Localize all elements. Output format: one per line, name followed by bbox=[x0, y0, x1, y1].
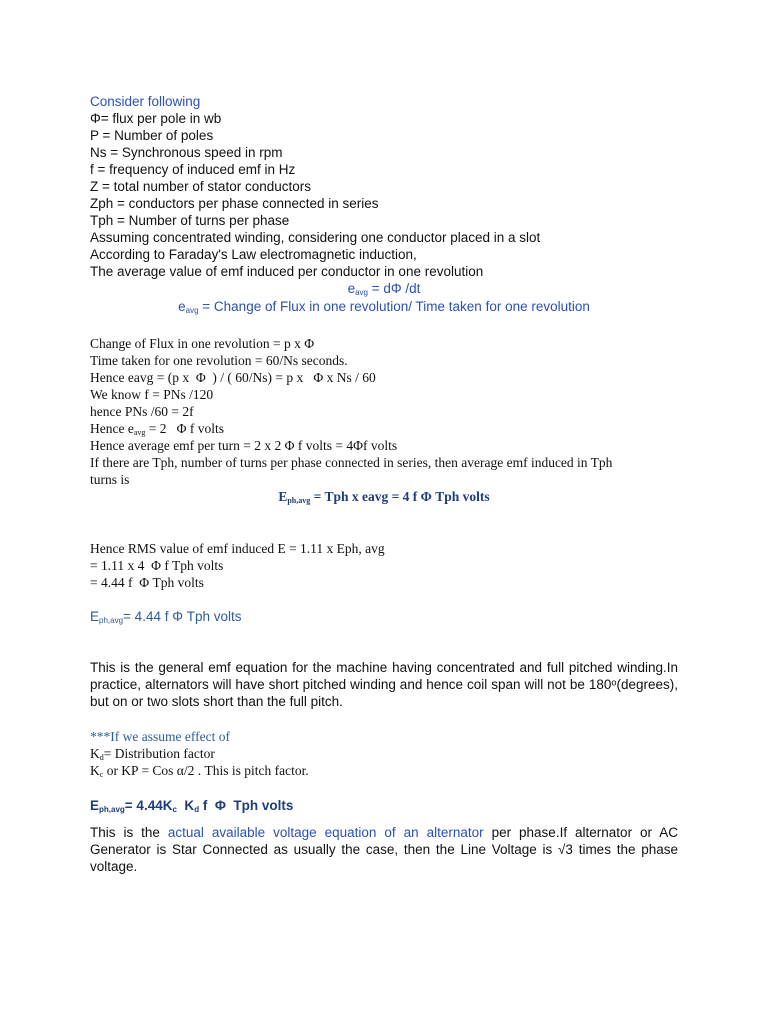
text-line: The average value of emf induced per conductor in one revolution bbox=[90, 264, 484, 279]
text-line: Hence eavg = (p x Φ ) / ( 60/Ns) = p x Φ x Ns / 60 bbox=[90, 370, 376, 385]
highlighted-phrase: actual available voltage equation of an alternator bbox=[167, 825, 484, 840]
text-line: turns is bbox=[90, 472, 130, 487]
text-line: Time taken for one revolution = 60/Ns seconds. bbox=[90, 353, 348, 368]
intro-section bbox=[90, 93, 678, 280]
equation-eavg-derivative: $e_{avg} = d\Phi$ /dt bbox=[347, 281, 421, 297]
text-line: = 1.11 x 4 Φ f Tph volts bbox=[90, 558, 224, 573]
derivation-section bbox=[90, 335, 678, 488]
text-line: If there are Tph, number of turns per phase connected in series, then average emf induced in Tph bbox=[90, 455, 613, 470]
general-emf-paragraph: This is the general emf equation for the machine having concentrated and full pitched winding.In practice, alternators will have short pitched winding and hence coil span will not be 180ᵒ(degrees), but on or two slots short than the full pitch. bbox=[90, 660, 678, 709]
definition-line: f = frequency of induced emf in Hz bbox=[90, 162, 296, 177]
definition-line: Φ= flux per pole in wb bbox=[90, 111, 222, 126]
text-line: Hence $e_{avg} = 2$ Φ f volts bbox=[90, 421, 225, 437]
definition-line: Z = total number of stator conductors bbox=[90, 179, 311, 194]
text-line: Change of Flux in one revolution = p x Φ bbox=[90, 336, 315, 351]
factors-heading: ***If we assume effect of bbox=[90, 729, 230, 744]
rms-section bbox=[90, 540, 678, 591]
text-line: We know f = PNs /120 bbox=[90, 387, 214, 402]
definition-line: Zph = conductors per phase connected in series bbox=[90, 196, 379, 211]
equation-eph-avg: $E_{ph,avg}$ = Tph x eavg = 4 f Φ Tph volts bbox=[278, 489, 490, 505]
definition-line: Ns = Synchronous speed in rpm bbox=[90, 145, 283, 160]
text-line: Hence average emf per turn = 2 x 2 Φ f volts = 4Φf volts bbox=[90, 438, 398, 453]
distribution-factor-line: $K_d=$ Distribution factor bbox=[90, 746, 215, 762]
factors-section bbox=[90, 728, 678, 779]
text-line: = 4.44 f Φ Tph volts bbox=[90, 575, 204, 590]
equation-eph-rms: $E_{ph,avg}= 4.44$ f Φ Tph volts bbox=[90, 609, 242, 625]
text-line: hence PNs /60 = 2f bbox=[90, 404, 194, 419]
definition-line: P = Number of poles bbox=[90, 128, 214, 143]
equation-eavg-definition: $e_{avg}$ = Change of Flux in one revolution/ Time taken for one revolution bbox=[178, 299, 590, 315]
text-line: Hence RMS value of emf induced E = 1.11 x Eph, avg bbox=[90, 541, 385, 556]
pitch-factor-line: $K_c$ or KP = Cos α/2 . This is pitch factor. bbox=[90, 763, 309, 779]
intro-heading: Consider following bbox=[90, 94, 201, 109]
final-paragraph: This is the actual available voltage equation of an alternator per phase.If alternator or AC Generator is Star Connected as usually the case, then the Line Voltage is √3 times the phase voltage. bbox=[90, 825, 678, 874]
equation-actual-voltage: $E_{ph,avg}= 4.44K_c$ $K_d$ f Φ Tph volts bbox=[90, 798, 294, 814]
definition-line: Tph = Number of turns per phase bbox=[90, 213, 290, 228]
text-line: Assuming concentrated winding, considering one conductor placed in a slot bbox=[90, 230, 541, 245]
text-line: According to Faraday's Law electromagnetic induction, bbox=[90, 247, 417, 262]
